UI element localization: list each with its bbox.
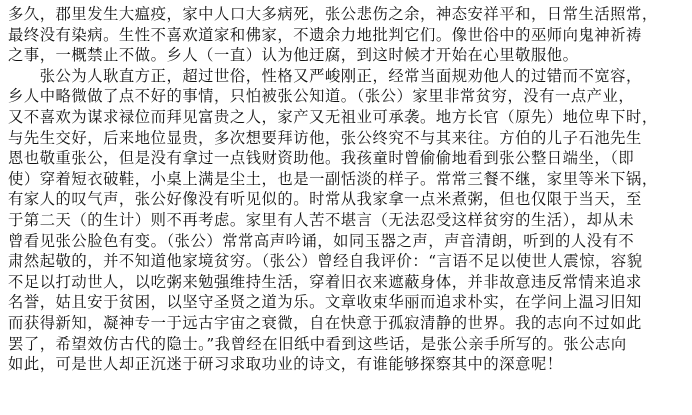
text-line: 于第二天（的生计）则不再考虑。家里有人苦不堪言（无法忍受这样贫穷的生活），却从未	[8, 210, 635, 229]
text-line: 恩也敬重张公，但是没有拿过一点钱财资助他。我孩童时曾偷偷地看到张公整日端坐，（即	[8, 149, 635, 168]
text-line: 与先生交好，后来地位显贵，多次想要拜访他，张公终究不与其来往。方伯的儿子石池先生	[8, 128, 642, 147]
text-line: 不足以打动世人，以吃粥来勉强维持生活，穿着旧衣来遮蔽身体，并非故意违反常情来追求	[8, 272, 642, 291]
text-line: 乡人中略微做了点不好的事情，只怕被张公知道。（张公）家里非常贫穷，没有一点产业，	[8, 87, 635, 106]
text-line: 如此，可是世人却正沉迷于研习求取功业的诗文，有谁能够探察其中的深意呢！	[8, 355, 563, 374]
text-line: 使）穿着短衣破鞋，小桌上满是尘土，也是一副恬淡的样子。常常三餐不继，家里等米下锅，	[8, 169, 658, 188]
text-body	[8, 4, 682, 375]
text-line: 有家人的叹气声，张公好像没有听见似的。时常从我家拿一点米煮粥，但也仅限于当天，至	[8, 190, 642, 209]
text-line: 名誉，姑且安于贫困，以坚守圣贤之道为乐。文章收束华丽而追求朴实，在学问上温习旧知	[8, 293, 642, 312]
text-line: 最终没有染病。生性不喜欢道家和佛家，不遗余力地批判它们。像世俗中的巫师向鬼神祈祷	[8, 25, 642, 44]
text-line: 多久，郡里发生大瘟疫，家中人口大多病死，张公悲伤之余，神态安祥平和，日常生活照常，	[8, 5, 658, 23]
text-line: 之事，一概禁止不做。乡人（一直）认为他迂腐，到这时候才开始在心里敬服他。	[8, 46, 579, 65]
text-line: 而获得新知，凝神专一于远古宇宙之衰微，自在快意于孤寂清静的世界。我的志向不过如此	[8, 313, 642, 332]
text-line: 张公为人耿直方正，超过世俗，性格又严峻刚正，经常当面规劝他人的过错而不宽容，	[8, 66, 642, 85]
text-line: 又不喜欢为谋求禄位而拜见富贵之人，家产又无祖业可承袭。地方长官（原先）地位卑下时，	[8, 107, 658, 126]
text-line: 曾看见张公脸色有变。（张公）常常高声吟诵，如同玉器之声，声音清朗，听到的人没有不	[8, 231, 635, 250]
text-line: 肃然起敬的，并不知道他家境贫穷。（张公）曾经自我评价：“言语不足以使世人震惊，容貌	[8, 252, 643, 271]
text-line: 罢了，希望效仿古代的隐士。”我曾经在旧纸中看到这些话，是张公亲手所写的。张公志向	[8, 334, 627, 353]
